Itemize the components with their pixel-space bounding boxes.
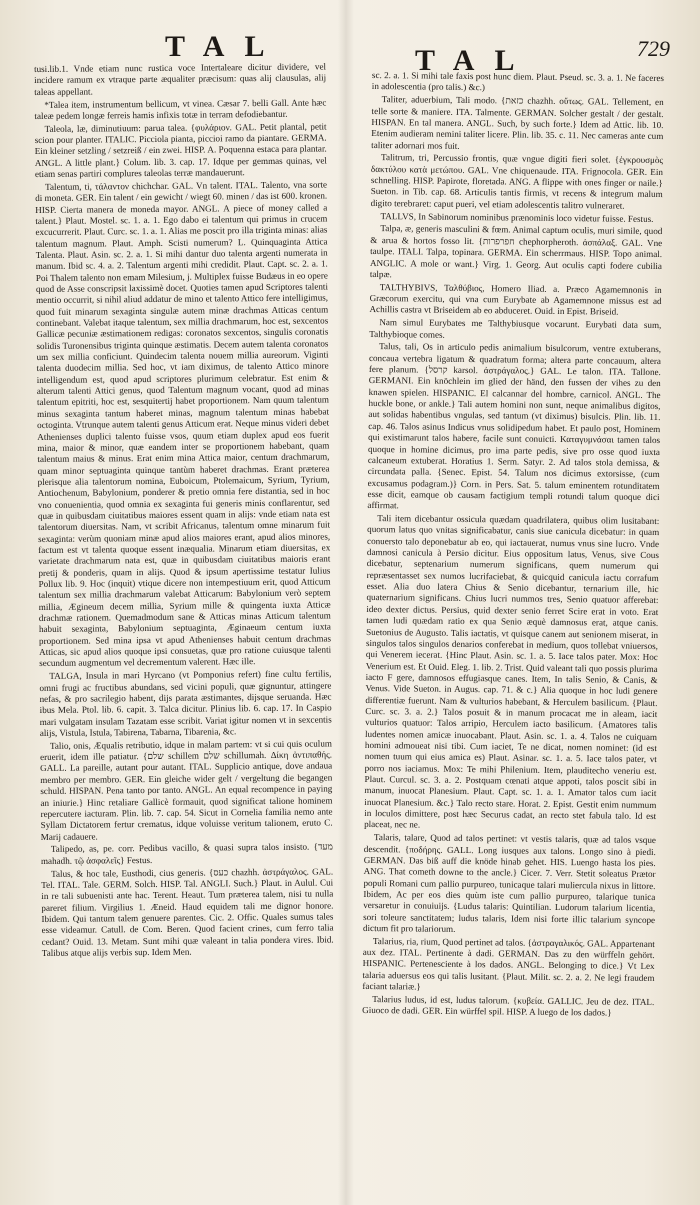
right-running-head: TAL [415,44,535,77]
right-column-entry: Taliter, aduerbium, Tali modo. {כזאת chazhh. οὕτως. GAL. Tellement, en telle sorte & maniere. ITA. Talmente. GERMAN. Solcher gestalt / der gestalt. HISPAN. En tal manera. ANGL. Such, by such forte.} Idem ad Attic. lib. 10. Etenim audieram nemini taliter licere. Plin. lib. 35. c. 11. Nec cameras ante cum taliter adornari mos fuit. [371,94,664,151]
book-gutter-shadow [338,0,354,1205]
left-column-entry: Talipedo, as, pe. corr. Pedibus vacillo, & quasi supra talos insisto. {מעד mahadh. τῷ ἀσφαλεῖς} Festus. [40,841,333,866]
right-column-entry: Nam simul Eurybates me Talthybiusque vocarunt. Eurybati data sum, Talthybioque comes. [369,317,662,340]
right-column-entry: Talpa, æ, generis masculini & fœm. Animal captum oculis, muri simile, quod & arua & hortos fosso lit. {חפרפרות chephorpheroth. ἀσπάλαξ. GAL. Vne taulpe. ITALI. Talpa, topinara. GERMA. Ein scherrmaus. HISP. Topo animal. ANGLIC. A mole or want.} Virg. 1. Georg. Aut oculis capti fodere cubilia talpæ. [369,223,663,280]
left-column-entry: *Talea item, instrumentum bellicum, vt vinea. Cæsar 7. belli Gall. Ante hæc taleæ pedem longæ ferreis hamis infixis totæ in terram defodiebantur. [34,96,327,121]
left-column-entry: Talentum, ti, τάλαντον chichchar. GAL. Vn talent. ITAL. Talento, vna sorte di moneta. GER. Ein talent / ein gewicht / wiegt 60. minen / das ist 600. kronen. HISP. Cierta manera de moneda mayor. ANGL. A piece of money called a talent.} Plaut. Mostel. sc. 1. a. 1. Ego dabo ei talentum qui primus in crucem excucurrerit. Plaut. Curc. sc. 1. a. 1. Alias me poscit pro illa triginta minas: alias talentum magnum. Plaut. Amph. Scisti numerum? L. Quinquaginta Attica Talenta. Plaut. Asin. sc. 2. a. 1. Si mihi dantur duo talenta argenti numerata in manum. Ibid sc. 4. a. 2. Talentum argenti mihi credidit. Plaut. Capt. sc. 2. a. 1. Poi Thalem talento non emam Milesium, j. Multiplex fuisse Budæus in eo opere quod de Asse conscripsit laxissimè docet. Quoties tamen apud Scriptores talenti mentio occurrit, si nihil aliud addatur de mino et talento Attico fere intelligimus, quod fuit minarum sexaginta singulæ autem minæ drachmas Atticas centum continebant. Valebat itaque talentum, sex millia drachmarum, hoc est, sexcentos Gallicæ pecuniæ æstimationem redigas: coronatos sexcentos, singulis coronatis solidis Turonensibus triginta quinque æstimatis. Decem autem talenta coronatos um sex millia conficiunt. Quindecim talenta nouem millia aureorum. Viginti talenta duodecim millia. Sed hoc, vt iam diximus, de talento Attico minore intelligendum est, quod apud scriptores plurimum celebratur. Est enim & alterum talenti Attici genus, quod Talentum magnum vocant, quod ad minas talentum epitriti, hoc est, sesquitertij habet proportionem. Nam quum talentum minus sexaginta tantum haberet minas, magnum talentum minas habebat octoginta. Vtrunque autem talenti genus Atticum erat. Neque minus videri debet Athenienses duplici talento fuisse vsos, quum etiam duplex apud eos fuerit mina, maior & minor, quæ eandem inter se proportionem habebant, quam talentum maius & minus. Erat enim mina Attica maior, centum drachmarum, quam minor septuaginta quinque tantùm haberet drachmas. Erant præterea plerisque alia talentorum nomina, Euboicum, Ptolemaicum, Syrium, Tyrium, Antiochenum, Babylonium, ponderer & pretio omnia fere distantia, sed in hoc vno conuenientia, quod omnia ex sexaginta fui generis minis conflarentur, sed quæ in quibusdam ciuitatibus maiores essent quam in alijs: vnde etiam nata est talentorum diuersitas. Nam, vt scribit Africanus, talentum omne minarum fuit sexaginta: verùm quoniam minæ apud alios maiores erant, apud alios minores, factum est vt talenta quoque essent inæqualia. Minarum etiam diuersitas, ex varietate drachmarum nata est, quæ in quibusdam ciuitatibus maioris erant pretij & ponderis, quam in alijs. Quod & ipsum apertissime testatur Iulius Pollux lib. 9. Hoc (inquit) vtique dicere non intempestiuum erit, quod Atticum talentum sex millia drachmarum valebat Atticarum: Babylonium verò septem millia, Ægineum decem millia, Syrium mille & quingenta iuxta Atticæ drachmæ rationem. Quemadmodum sane & Atticas minas Atticum talentum habuit sexaginta, Babylonium septuaginta, Æginaeum centum iuxta proportionem. Sed mina ipsa vt apud Athenienses habuit centum drachmas Atticas, sic apud alios quoque ipsi consuetas, quæ pro ratione cuiusque talenti secundum augmentum vel decrementum valerent. Hæc ille. [35,179,332,669]
right-column-entry: TALTHYBIVS, Ταλθύβιος, Homero Iliad. a. Præco Agamemnonis in Græcorum exercitu, qui vna cum Eurybate ab Agamemnone missus est ad Achillis castra vt Briseidem ab eo abduceret. Ouid. in Epist. Briseid. [369,281,662,317]
left-column-entry: Taleola, læ, diminutiuum: parua talea. {φυλάριον. GAL. Petit plantal, petit scion pour planter. ITALIC. Picciola pianta, piccioi ramo da piantare. GERMA. Ein kleiner setzling / setzreiß / ein zwei. HISP. A. Poquenna estaca para plantar. ANGL. A little plant.} Colum. lib. 3. cap. 17. Idque per gemmas quinas, vel etiam senas partiri complures taleolas terræ mandauerunt. [34,121,327,180]
right-column-entry: Talus, tali, Os in articulo pedis animalium bisulcorum, ventre extuberans, concaua vertebra ligatum & quadratum forma; altera parte concauum, altera fere planum. {קרסל karsol. ἀστράγαλος.} GAL. Le talon. ITA. Tallone. GERMANI. Ein knöchlein im glied der händ, den fussen der vihes zu den knawen spielen. HISPANIC. El calcannar del hombre, carnicol. ANGL. The huckle bone, or ankle.} Tali autem homini non sunt, neque animalibus digitos, aut solidas habentibus vngulas, sed tantum (vt diximus) bisulcis. Plin. lib. 11. cap. 46. Talos asinus Indicus vnus solidipedum habet. Et paulo post, Hominem qui existimarunt talos habere, facile sunt conuicti. Καταγυμνάσαι tamen talos quoque in homine dicimus, pro ima parte pedis, sive pro osse quod iuxta calcaneum extuberat. Horatius 1. Serm. Satyr. 2. Ad talos stola demissa, & circundata palla. {Senec. Epist. 54. Talum nos dicimus extorsisse, (cum excusamus podagram.)} Corn. in Pers. Sat. 5. talum eminentem rotunditatem esse dicit, eamque ob causam factigium templi rotundi talum quoque dici affirmat. [367,341,662,511]
right-column-entry: Talitrum, tri, Percussio frontis, quæ vngue digiti fieri solet. {ἐγκρουσμὸς δακτύλου κατὰ μετώπου. GAL. Vne chiquenaude. ITA. Frignocola. GER. Ein schnelling. HISP. Papirote, floretada. ANG. A flippe with ones finger or naile.} Sueton. in Tib. cap. 68. Articulis tantis firmis, vt recens & integrum malum digito terebraret: caput pueri, vel etiam adolescentis talitro vulneraret. [370,152,664,211]
right-column-entry: Tali item dicebantur ossicula quædam quadrilatera, quibus olim lusitabant: quorum latus quo vnitas significabatur, canis siue canicula dicebatur: in quam conuersto talo deponebatur ab eo, qui iactauerat, numus vnus sine lucro. Vnde damnosi canicula à Persio dicitur. Eius oppositum latus, Venus, sive Cous dicebatur, septenarium numerum significans, quem numerum qui repræsentasset sex numos lucrifaciebat, & quicquid canicula iactu corrafum esset. Alia duo latera Chius & Senio dicebantur, ternarium ille, hic quaternarium significans. Chius lucri nummos tres, Senio quatuor afferebat: ideo dexter dictus. Persius, quid dexter senio ferret Scire erat in voto. Erat tamen ludi quædam ratio ex qua Senio æquè damnosus erat, atque canis. Suetonius de Augusto. Talis iactatis, vt quisque canem aut senionem miserat, in singulos talos singulos denarios conferebat in medium, quos tollebat vniuersos, qui Venerem iecerat. {Hinc Plaut. Asin. sc. 1. a. 5. Iace talos pater. Mox: Hoc Venerium est. Et Ouid. Eleg. 1. lib. 2. Trist. Quid valeant tali quo possis plurima iacto F gere, damnosos effugiasque canes. Item, In talis Senio, & Canis, & Venus. Vide Sueton. in Augus. cap. 71. & c.} Alia quoque in hoc ludi genere differentiæ fuerunt. Nam & vulturios habebant, & Herculem basilicum. {Plaut. Curc. sc. 3. a. 2.} Talos posuit & in manum procacat me in aleam, iacit vulturios quatuor: Talos arripio, Herculem iacto basilicum. {Amatores talis ludentes nomen amicæ inuocabant. Plaut. Asin. sc. 1. a. 4. Talos ne cuiquam homini admoueat nisi tibi. Cum iaciet, Te ne dicat, nomen nominet: (id est nomen tuum qui eius amica es) Plaut. Asinar. sc. 1. a. 5. Iace talos pater, vt porro nos iaciamus. Mox: Te mihi Philenium. Item, plauditecho veneriu est. Plaut. Curcul. sc. 3. a. 2. Postquam cœnati atque appoti, talos poscit sibi in manum, inuocat Planesium. Plaut. Capt. sc. 1. a. 1. Amator talos cum iacit inuocat Planesium. &c.} Talo recto stare. Horat. 2. Epist. Gestit enim nummum in loculos dimittere, post hæc Securus cadat, an recto stet fabula talo. Id est placeat, nec ne. [364,513,660,830]
right-column-entry: Talarius, ria, rium, Quod pertinet ad talos. {ἀστραγαλικός. GAL. Appartenant aux dez. ITAL. Pertinente à dadi. GERMAN. Das zu den würffeln gehört. HISPANIC. Pertenesciente à los dados. ANGL. Belonging to dice.} Vt Lex talaria aduersus eos qui talis lusitant. {Plaut. Milit. sc. 2. a. 2. Ne legi fraudem faciant talariæ.} [362,935,655,992]
left-column-entry: Talio, onis, Æqualis retributio, idque in malam partem: vt si cui quis oculum eruerit, idem ille patiatur. {שלם schillem שלם schillumah. Δίκη ἀντιπαθής. GALL. La pareille, autant pour autant. ITAL. Supplicio antique, dove andaua membro per membro. GER. Ein gleiche wider gelt / vergeltung die begangen schuld. HISPAN. Pena tanto por tanto. ANGL. An equal recompence in paying an iniurie.} Hinc retaliare Gallicè formauit, quod significat talione hominem repercutere iacturam. Plin. lib. 7. cap. 54. Sicut in Cornelia familia nemo ante Syllam Dictatorem fertur crematus, idque voluisse veritum talionem, eruto C. Marij cadauere. [40,738,333,842]
right-column-entry: Talaris, talare, Quod ad talos pertinet: vt vestis talaris, quæ ad talos vsque descendit. {ποδήρης. GALL. Long iusques aux talons. Longo sino à piedi. GERMAN. Das biß auff die knöde hinab gehet. HIS. Luengo hasta los pies. ANG. That cometh downe to the ancle.} Cicer. 7. Verr. Stetit soleatus Prætor populi Romani cum pallio purpureo, tunicaque talari muliercula nixus in littore. Ibidem, Ac per eos dies quùm iste cum pallio purpureo, talarique tunica versaretur in conuiuijs. {Ludus talaris: Quintilian. Ludorum talarium licentia, sori toleure sanctitatem; ludus talaris, Idem nisi forte illic talarium syncope dictum fit pro talariorum. [362,832,657,934]
right-text-column [360,70,664,1203]
right-column-entry: Talarius ludus, id est, ludus talorum. {κυβεία. GALLIC. Jeu de dez. ITAL. Giuoco de dadi. GER. Ein würffel spil. HISP. A luego de los dados.} [362,994,655,1018]
page-number: 729 [637,36,670,61]
left-text-column [34,61,336,1194]
right-column-entry: sc. 2. a. 1. Si mihi tale faxis post hunc diem. Plaut. Pseud. sc. 3. a. 1. Ne faceres in adolescentia (pro talis.) &c.) [371,70,664,93]
left-column-entry: TALGA, Insula in mari Hyrcano (vt Pomponius refert) fine cultu fertilis, omni frugi ac fructibus abundans, sed vicini populi, quæ gignuntur, attingere nefas, & pro sacrilegio habent, dijs parata æstimantes, dijsque seruanda. Hæc ibus Mela. Ptol. lib. 6. capit. 3. Talca dicitur. Plinius lib. 6. cap. 17. In Caspio mari vulgatam insulam Tazatam esse scribit. Variat igitur nomen vt in sexcentis alijs, Vistula, Istula, Tabirena, Tabarna, Tibarenia, &c. [39,668,332,738]
right-column-entry: TALLVS, In Sabinorum nominibus prænominis loco videtur fuisse. Festus. [380,210,654,224]
left-running-head: TAL [165,30,285,63]
left-column-entry: Talus, & hoc tale, Eusthodi, cius generis. {כעס chazhh. ἀστράγαλος. GAL. Tel. ITAL. Tale. GERM. Solch. HISP. Tal. ANGLI. Such.} Plaut. in Aulul. Cui in re tali subuenisti ante hac. Terent. Heaut. Tum præterea talem, nisi tu nulla pareret filium. Virgilius 1. Æneid. Haud equidem tali me dignor honore. Ibidem. Qui tantum talem genuere parentes. Cic. 2. Offic. Quales sumus tales esse videamur. Catull. de Com. Beren. Quod facient crines, cum ferro talia cedant? Ouid. 13. Metam. Sunt mihi quæ valeant in talia pondera vires. Ibid. Talibus atque alijs verbis sup. Idem Men. [41,865,334,958]
left-column-entry: tusi.lib.1. Vnde etiam nunc rustica voce Intertaleare dicitur dividere, vel incidere ramum ex vtraque parte æqualiter præcisum: quas alij clausulas, alij taleas appellant. [34,61,327,97]
